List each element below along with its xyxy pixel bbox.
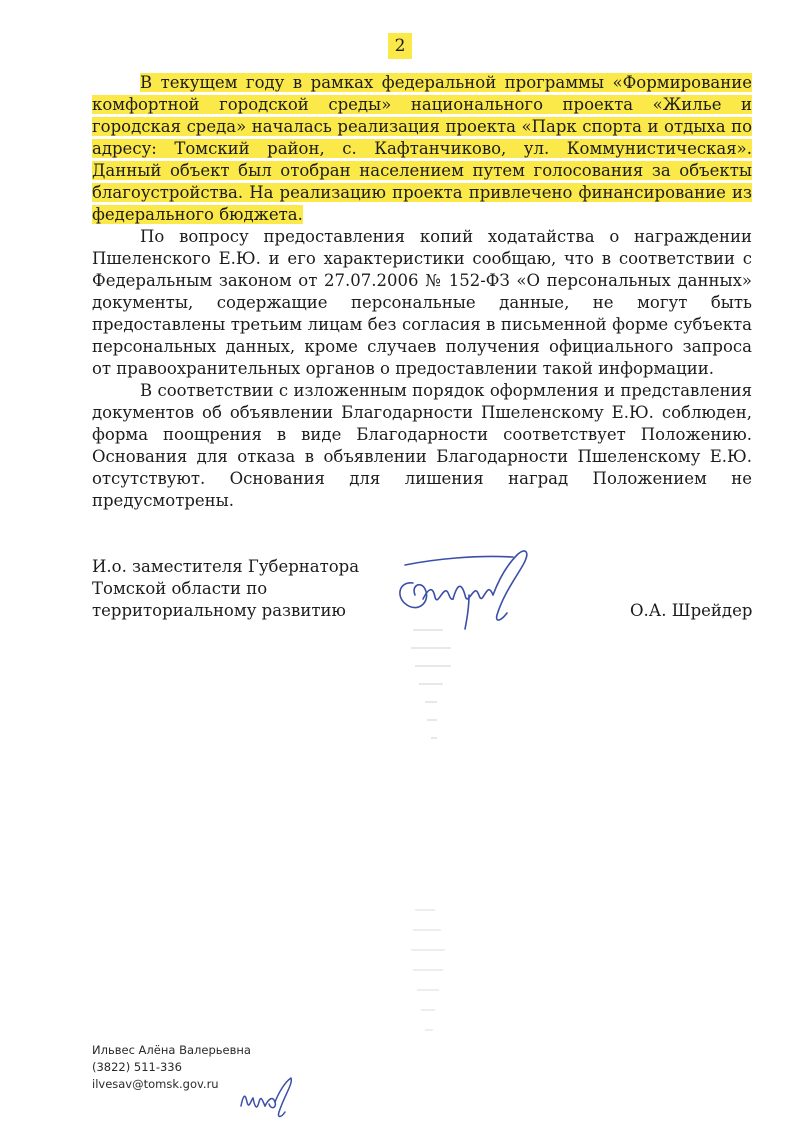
paragraph-program	[92, 72, 752, 226]
page-number: 2	[388, 33, 412, 59]
highlighted-text: В текущем году в рамках федеральной программы «Формирование комфортной городской среды» национального проекта «Жилье и городская среда» началась реализация проекта «Парк спорта и отдыха по адресу: Томский район, с. Кафтанчиково, ул. Коммунистическая». Данный объект был отобран населением путем голосования за объекты благоустройства. На реализацию проекта привлечено финансирование из федерального бюджета.	[92, 73, 752, 224]
signatory-title-line: территориальному развитию	[92, 601, 346, 620]
bleed-through-marks	[405, 620, 475, 760]
signer-name: О.А. Шрейдер	[630, 601, 753, 620]
signatory-title-line: Томской области по	[92, 579, 268, 598]
bleed-through-marks	[405, 900, 465, 1050]
paragraph-award-conclusion: В соответствии с изложенным порядок оформления и представления документов об объявлении Благодарности Пшеленскому Е.Ю. соблюден, форма поощрения в виде Благодарности соответствует Положению. Основания для отказа в объявлении Благодарности Пшеленскому Е.Ю. отсутствуют. Основания для лишения наград Положением не предусмотрены.	[92, 381, 752, 510]
signatory-title	[92, 556, 392, 622]
executor-contact	[92, 1042, 251, 1093]
signatory-title-line: И.о. заместителя Губернатора	[92, 557, 360, 576]
executor-phone: (3822) 511-336	[92, 1060, 182, 1074]
executor-name: Ильвес Алёна Валерьевна	[92, 1043, 251, 1057]
handwritten-initials	[235, 1072, 295, 1122]
letter-body	[92, 72, 752, 512]
executor-email: ilvesav@tomsk.gov.ru	[92, 1077, 219, 1091]
paragraph-personal-data: По вопросу предоставления копий ходатайства о награждении Пшеленского Е.Ю. и его характеристики сообщаю, что в соответствии с Федеральным законом от 27.07.2006 № 152-ФЗ «О персональных данных» документы, содержащие персональные данные, не могут быть предоставлены третьим лицам без согласия в письменной форме субъекта персональных данных, кроме случаев получения официального запроса от правоохранительных органов о предоставлении такой информации.	[92, 227, 752, 378]
